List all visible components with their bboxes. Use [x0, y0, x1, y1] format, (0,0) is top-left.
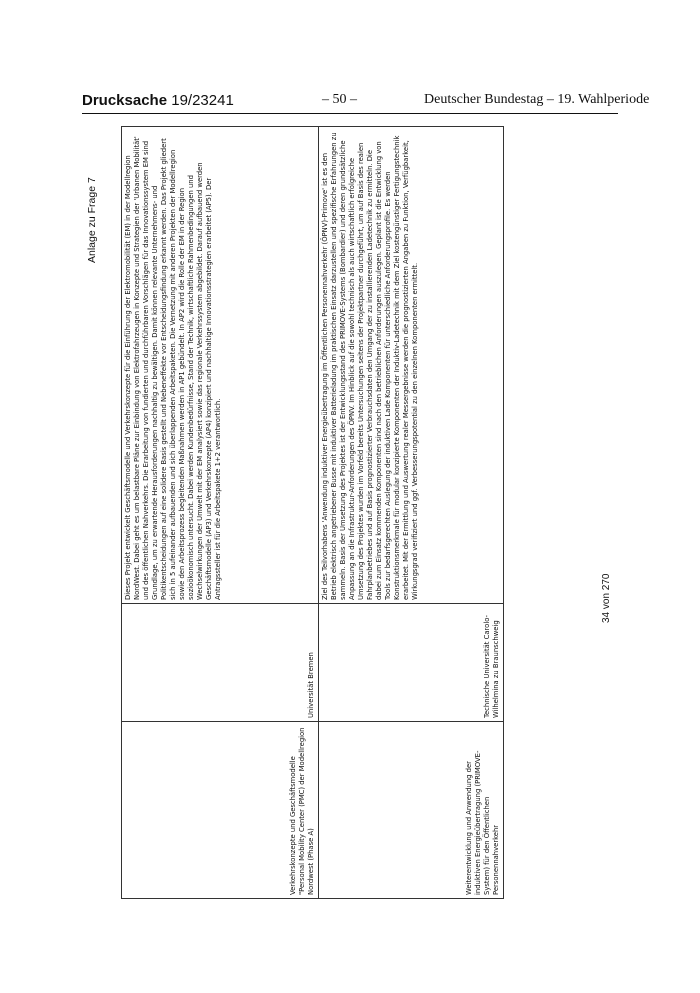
institution-name: Universität Bremen	[307, 652, 316, 718]
project-title-cell	[122, 722, 319, 899]
institution-cell	[122, 604, 319, 722]
project-title: Weiterentwicklung und Anwendung der induktiven Energieübertragung (PRIMOVE-System) für den Öffentlichen Personennahverkehr	[465, 750, 501, 895]
project-description: Ziel des Teilvorhabens 'Anwendung induktiver Energieübertragung im Öffentlichen Personennahverkehr (ÖPNV)-Primove' ist es den Betrieb elektrisch angetriebener Busse mit induktiver Batterieladung im praktischen Einsatz darzustellen und spezifische Erfahrungen zu sammeln. Basis der Umsetzung des Projektes ist der Entwicklungsstand des PRIMOVE-Systems (Bombardier) und deren grundsätzliche Anpassung an die Infrastruktur-Anforderungen des ÖPNV. Im Hinblick auf die sowohl technisch als auch wirtschaftlich erfolgreiche Umsetzung des Projektes wurden im Vorfeld bereits Untersuchungen seitens der Projektpartner durchgeführt, um auf Basis des realen Fahrplanbetriebes und auf Basis prognostizierter Verbrauchsdaten den Umgang der zu installierenden Ladetechnik zu ermitteln. Die dabei zum Einsatz kommenden Komponenten sind nach den betrieblichen Anforderungen auszulegen. Geplant ist die Entwicklung von Tools zur bedarfsgerechten Auslegung der induktiven Lade Komponenten für unterschiedliche Anforderungsprofile. Es werden Konstruktionsmerkmale für modular konzipierte Komponenten der Induktiv-Ladetechnik mit dem Ziel kostengünstiger Fertigungstechnik erarbeitet. Mit der Ermittlung und Auswertung realer Messergebnisse werden die prognostizierten Angaben zu Funktion, Verfügbarkeit, Wirkungsgrad verifiziert und ggf. Verbesserungspotential zu den einzelnen Komponenten ermittelt.	[321, 132, 419, 600]
institution-cell	[319, 604, 504, 722]
institution-name: Technische Universität Carolo-Wilhelmina zu Braunschweig	[483, 615, 501, 718]
project-title: Verkehrskonzepte und Geschäftsmodelle "Personal Mobility Center (PMC) der Modellregion Nordwest (Phase A)	[289, 727, 316, 895]
page-number-header: – 50 –	[322, 92, 357, 107]
description-cell	[319, 127, 504, 604]
wahlperiode: Deutscher Bundestag – 19. Wahlperiode	[424, 92, 650, 107]
project-title-cell	[319, 722, 504, 899]
project-table	[121, 126, 504, 899]
annex-label: Anlage zu Frage 7	[86, 177, 98, 263]
project-description: Dieses Projekt entwickelt Geschäftsmodelle und Verkehrskonzepte für die Einführung der Elektromobilität (EM) in der Modellregion NordWest. Dabei geht es um belastbare Pläne zur Einbindung von Elektrofahrzeugen in Konzepte und Strategien der 'Urbanen Mobilität' und des öffentlichen Nahverkehrs. Die Erarbeitung von fundierten und durchführbaren Vorschlägen für das Innovationssystem EM sind Grundlage, um zu erwartende Herausforderungen nachhaltig zu bewältigen. Damit können relevante Unternehmens- und Politikentscheidungen auf eine solidere Basis gestellt und Nebeneffekte vor Entscheidungsfindung erkannt werden. Das Projekt gliedert sich in 5 aufeinander aufbauenden und sich überlappenden Arbeitspaketen. Die Vernetzung mit anderen Projekten der Modellregion sowie den Arbeitsprozess begleitenden Maßnahmen werden in AP1 gebündelt. In AP2 wird die Rolle der EM in der Region sozioökonomisch untersucht. Dabei werden Kundenbedürfnisse, Stand der Technik, wirtschaftliche Rahmenbedingungen und Wechselwirkungen der Umwelt mit der EM analysiert sowie das regionale Verkehrssystem abgebildet. Darauf aufbauend werden Geschäftsmodelle (AP3) und Verkehrskonzepte (AP4) konzipiert und nachhaltige Innovationsstrategien erarbeitet (AP5). Der Antragssteller ist für die Arbeitspakete 1+2 verantwortlich.	[124, 136, 222, 600]
description-cell	[122, 127, 319, 604]
table-row	[319, 127, 504, 899]
table-row	[122, 127, 319, 899]
footer-page-number: 34 von 270	[601, 573, 612, 623]
drucksache-number: Drucksache 19/23241	[82, 92, 234, 109]
